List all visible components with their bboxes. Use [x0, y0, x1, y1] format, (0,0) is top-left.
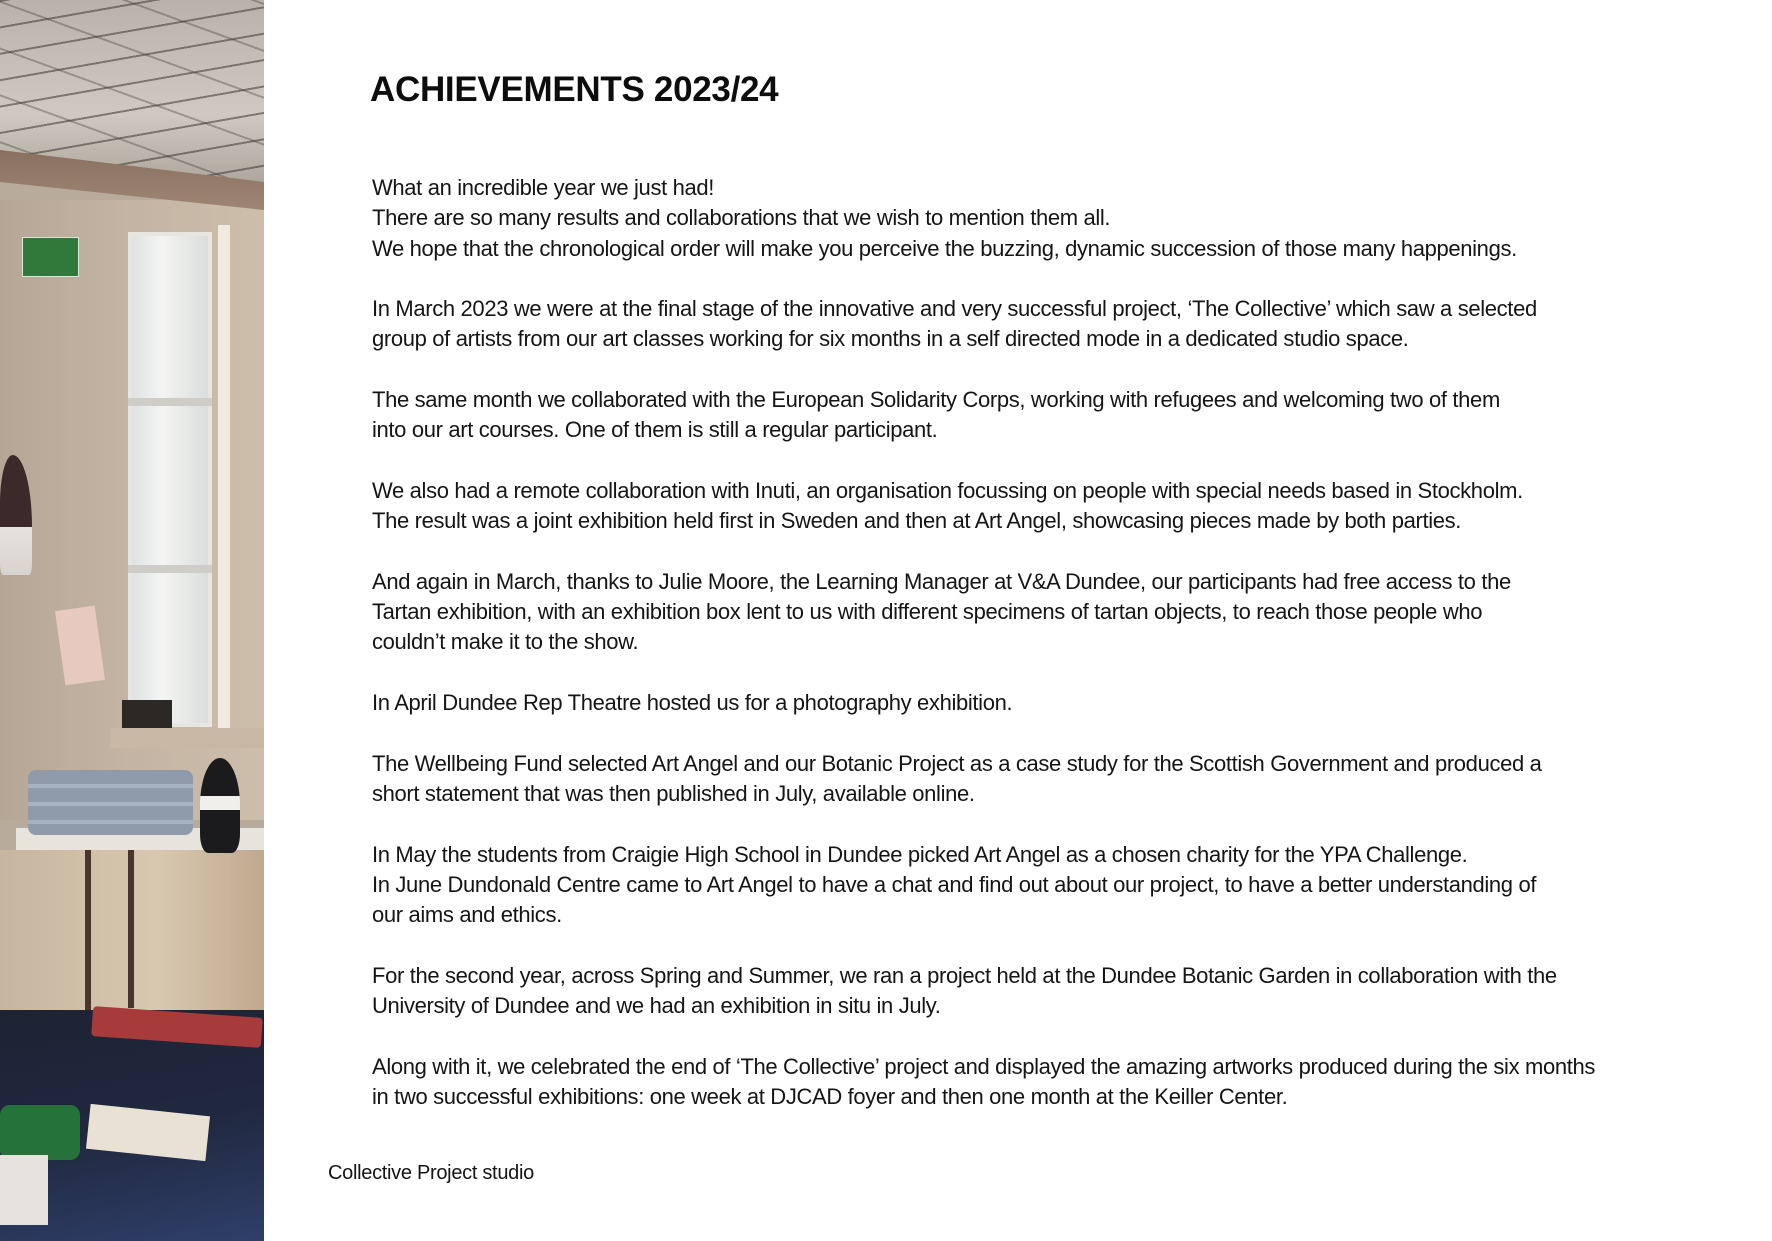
- magpie-sculpture: [200, 758, 240, 853]
- text-line: in two successful exhibitions: one week at DJCAD foyer and then one month at the Keiller Center.: [372, 1083, 1288, 1109]
- page-title: ACHIEVEMENTS 2023/24: [370, 70, 779, 109]
- text-line: In April Dundee Rep Theatre hosted us for a photography exhibition.: [372, 690, 1013, 716]
- window-sill: [110, 728, 264, 748]
- folded-blankets: [28, 770, 193, 835]
- table-leg: [85, 848, 91, 1028]
- green-fabric: [0, 1105, 80, 1160]
- text-line: couldn’t make it to the show.: [372, 629, 639, 655]
- text-line: We also had a remote collaboration with Inuti, an organisation focussing on people with special needs based in Stockholm.: [372, 477, 1523, 503]
- paragraph-collective-end: [372, 1052, 1752, 1113]
- text-line: short statement that was then published in July, available online.: [372, 780, 975, 806]
- text-line: The result was a joint exhibition held first in Sweden and then at Art Angel, showcasing pieces made by both parties.: [372, 508, 1462, 534]
- achievements-body: [372, 173, 1752, 1143]
- paragraph-inuti: [372, 476, 1752, 537]
- fire-exit-sign: [22, 237, 79, 277]
- paragraph-craigie-dundonald: [372, 840, 1752, 931]
- text-line: Along with it, we celebrated the end of ‘The Collective’ project and displayed the amazing artworks produced during the six months: [372, 1053, 1596, 1079]
- text-line: And again in March, thanks to Julie Moore, the Learning Manager at V&A Dundee, our participants had free access to the: [372, 568, 1511, 594]
- paragraph-tartan: [372, 567, 1752, 658]
- text-line: our aims and ethics.: [372, 902, 562, 928]
- paragraph-botanic-garden: [372, 961, 1752, 1022]
- paragraph-solidarity-corps: [372, 385, 1752, 446]
- table-leg: [128, 848, 134, 1008]
- text-line: In June Dundonald Centre came to Art Angel to have a chat and find out about our project, to have a better understanding of: [372, 871, 1537, 897]
- text-line: In March 2023 we were at the final stage of the innovative and very successful project, ‘The Collective’ which saw a selected: [372, 296, 1537, 322]
- text-line: University of Dundee and we had an exhibition in situ in July.: [372, 993, 941, 1019]
- paragraph-collective: [372, 294, 1752, 355]
- paragraph-rep-theatre: [372, 688, 1752, 718]
- text-line: For the second year, across Spring and Summer, we ran a project held at the Dundee Botanic Garden in collaboration with the: [372, 962, 1557, 988]
- text-line: There are so many results and collaborations that we wish to mention them all.: [372, 205, 1111, 231]
- window-frame: [218, 225, 230, 730]
- white-box: [0, 1155, 48, 1225]
- text-line: group of artists from our art classes working for six months in a self directed mode in a dedicated studio space.: [372, 326, 1409, 352]
- paragraph-wellbeing-fund: [372, 749, 1752, 810]
- text-line: We hope that the chronological order will make you perceive the buzzing, dynamic succession of those many happenings.: [372, 235, 1517, 261]
- text-line: The Wellbeing Fund selected Art Angel and our Botanic Project as a case study for the Scottish Government and produced a: [372, 750, 1542, 776]
- text-line: What an incredible year we just had!: [372, 175, 715, 200]
- photo-window: [128, 232, 212, 727]
- text-line: Tartan exhibition, with an exhibition box lent to us with different specimens of tartan objects, to reach those people who: [372, 599, 1483, 625]
- paragraph-intro: [372, 173, 1752, 264]
- text-line: The same month we collaborated with the European Solidarity Corps, working with refugees and welcoming two of them: [372, 387, 1500, 413]
- text-line: In May the students from Craigie High School in Dundee picked Art Angel as a chosen charity for the YPA Challenge.: [372, 841, 1468, 867]
- window-mullion: [128, 398, 212, 406]
- photo-caption: Collective Project studio: [328, 1162, 534, 1184]
- text-line: into our art courses. One of them is still a regular participant.: [372, 417, 938, 443]
- window-mullion: [128, 565, 212, 573]
- studio-photo: [0, 0, 264, 1241]
